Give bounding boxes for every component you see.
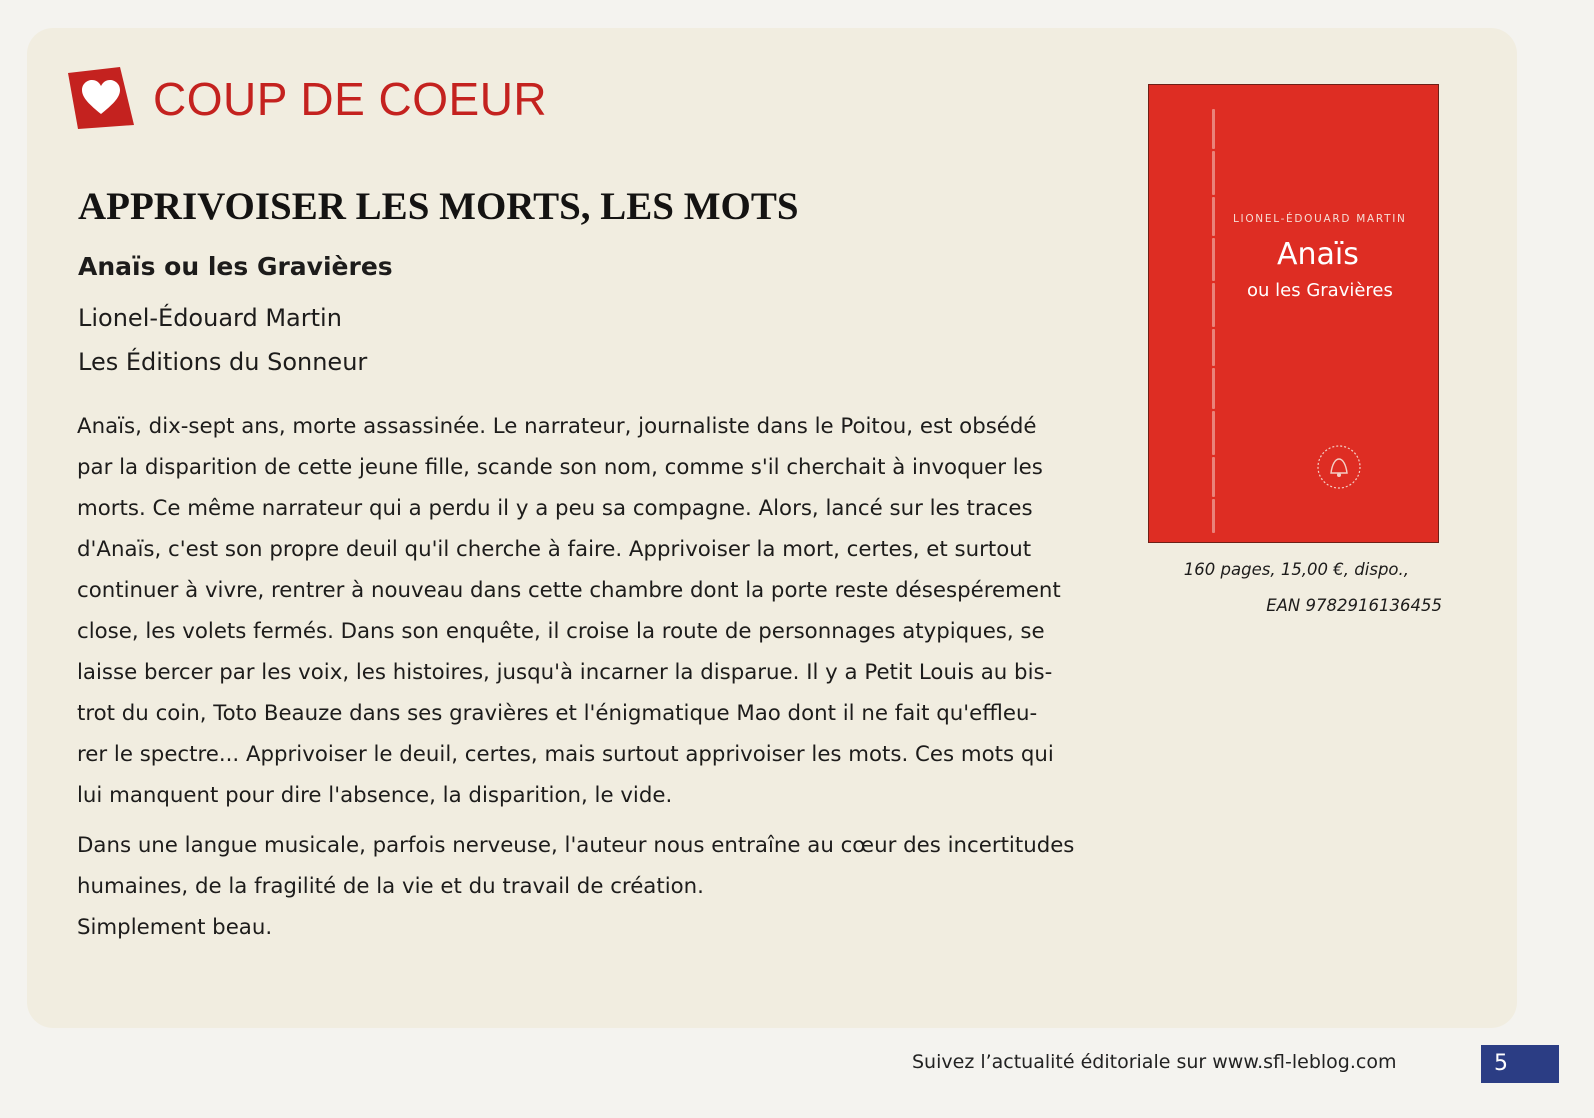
body-line: continuer à vivre, rentrer à nouveau dans cette chambre dont la porte reste désespérement bbox=[77, 578, 1061, 603]
author-name: Lionel-Édouard Martin bbox=[78, 304, 342, 332]
paragraph-gap bbox=[77, 816, 1117, 825]
cover-title: Anaïs bbox=[1277, 237, 1359, 272]
body-line: par la disparition de cette jeune fille, scande son nom, comme s'il cherchait à invoquer les bbox=[77, 455, 1043, 480]
article-body bbox=[77, 406, 1117, 948]
book-price-info: 160 pages, 15,00 €, dispo., bbox=[1183, 560, 1409, 579]
cover-text-line bbox=[1212, 197, 1215, 236]
body-line: Simplement beau. bbox=[77, 915, 273, 940]
body-line: trot du coin, Toto Beauze dans ses gravières et l'énigmatique Mao dont il ne fait qu'effleu- bbox=[77, 701, 1038, 726]
book-title: Anaïs ou les Gravières bbox=[78, 252, 393, 281]
body-line: Dans une langue musicale, parfois nerveuse, l'auteur nous entraîne au cœur des incertitudes bbox=[77, 833, 1075, 858]
book-ean: EAN 9782916136455 bbox=[1266, 596, 1442, 615]
cover-text-line bbox=[1212, 411, 1215, 455]
body-line: Anaïs, dix-sept ans, morte assassinée. Le narrateur, journaliste dans le Poitou, est obsédé bbox=[77, 414, 1037, 439]
cover-subtitle: ou les Gravières bbox=[1247, 280, 1393, 301]
book-cover bbox=[1148, 84, 1439, 543]
cover-text-line bbox=[1212, 368, 1215, 410]
body-line: laisse bercer par les voix, les histoires, jusqu'à incarner la disparue. Il y a Petit Louis au bis- bbox=[77, 660, 1053, 685]
article-headline: APPRIVOISER LES MORTS, LES MOTS bbox=[78, 185, 799, 228]
footer-text: Suivez l’actualité éditoriale sur www.sfl-leblog.com bbox=[912, 1051, 1397, 1073]
section-title: COUP DE COEUR bbox=[153, 73, 548, 125]
page-number: 5 bbox=[1481, 1045, 1559, 1083]
cover-text-block bbox=[1159, 109, 1215, 533]
body-line: close, les volets fermés. Dans son enquête, il croise la route de personnages atypiques, se bbox=[77, 619, 1045, 644]
body-line: humaines, de la fragilité de la vie et du travail de création. bbox=[77, 874, 704, 899]
cover-text-line bbox=[1212, 151, 1215, 195]
cover-text-line bbox=[1212, 283, 1215, 327]
body-line: lui manquent pour dire l'absence, la disparition, le vide. bbox=[77, 783, 673, 808]
cover-text-line bbox=[1212, 499, 1215, 533]
cover-text-line bbox=[1212, 329, 1215, 366]
body-line: rer le spectre... Apprivoiser le deuil, certes, mais surtout apprivoiser les mots. Ces mots qui bbox=[77, 742, 1054, 767]
cover-author: LIONEL-ÉDOUARD MARTIN bbox=[1233, 213, 1407, 225]
body-line: morts. Ce même narrateur qui a perdu il y a peu sa compagne. Alors, lancé sur les traces bbox=[77, 496, 1033, 521]
heart-icon bbox=[68, 67, 134, 129]
cover-text-line bbox=[1212, 238, 1215, 281]
publisher-name: Les Éditions du Sonneur bbox=[78, 348, 368, 376]
bell-emblem-icon bbox=[1315, 443, 1363, 491]
cover-text-line bbox=[1212, 457, 1215, 497]
body-line: d'Anaïs, c'est son propre deuil qu'il cherche à faire. Apprivoiser la mort, certes, et surtout bbox=[77, 537, 1032, 562]
cover-text-line bbox=[1212, 109, 1215, 149]
